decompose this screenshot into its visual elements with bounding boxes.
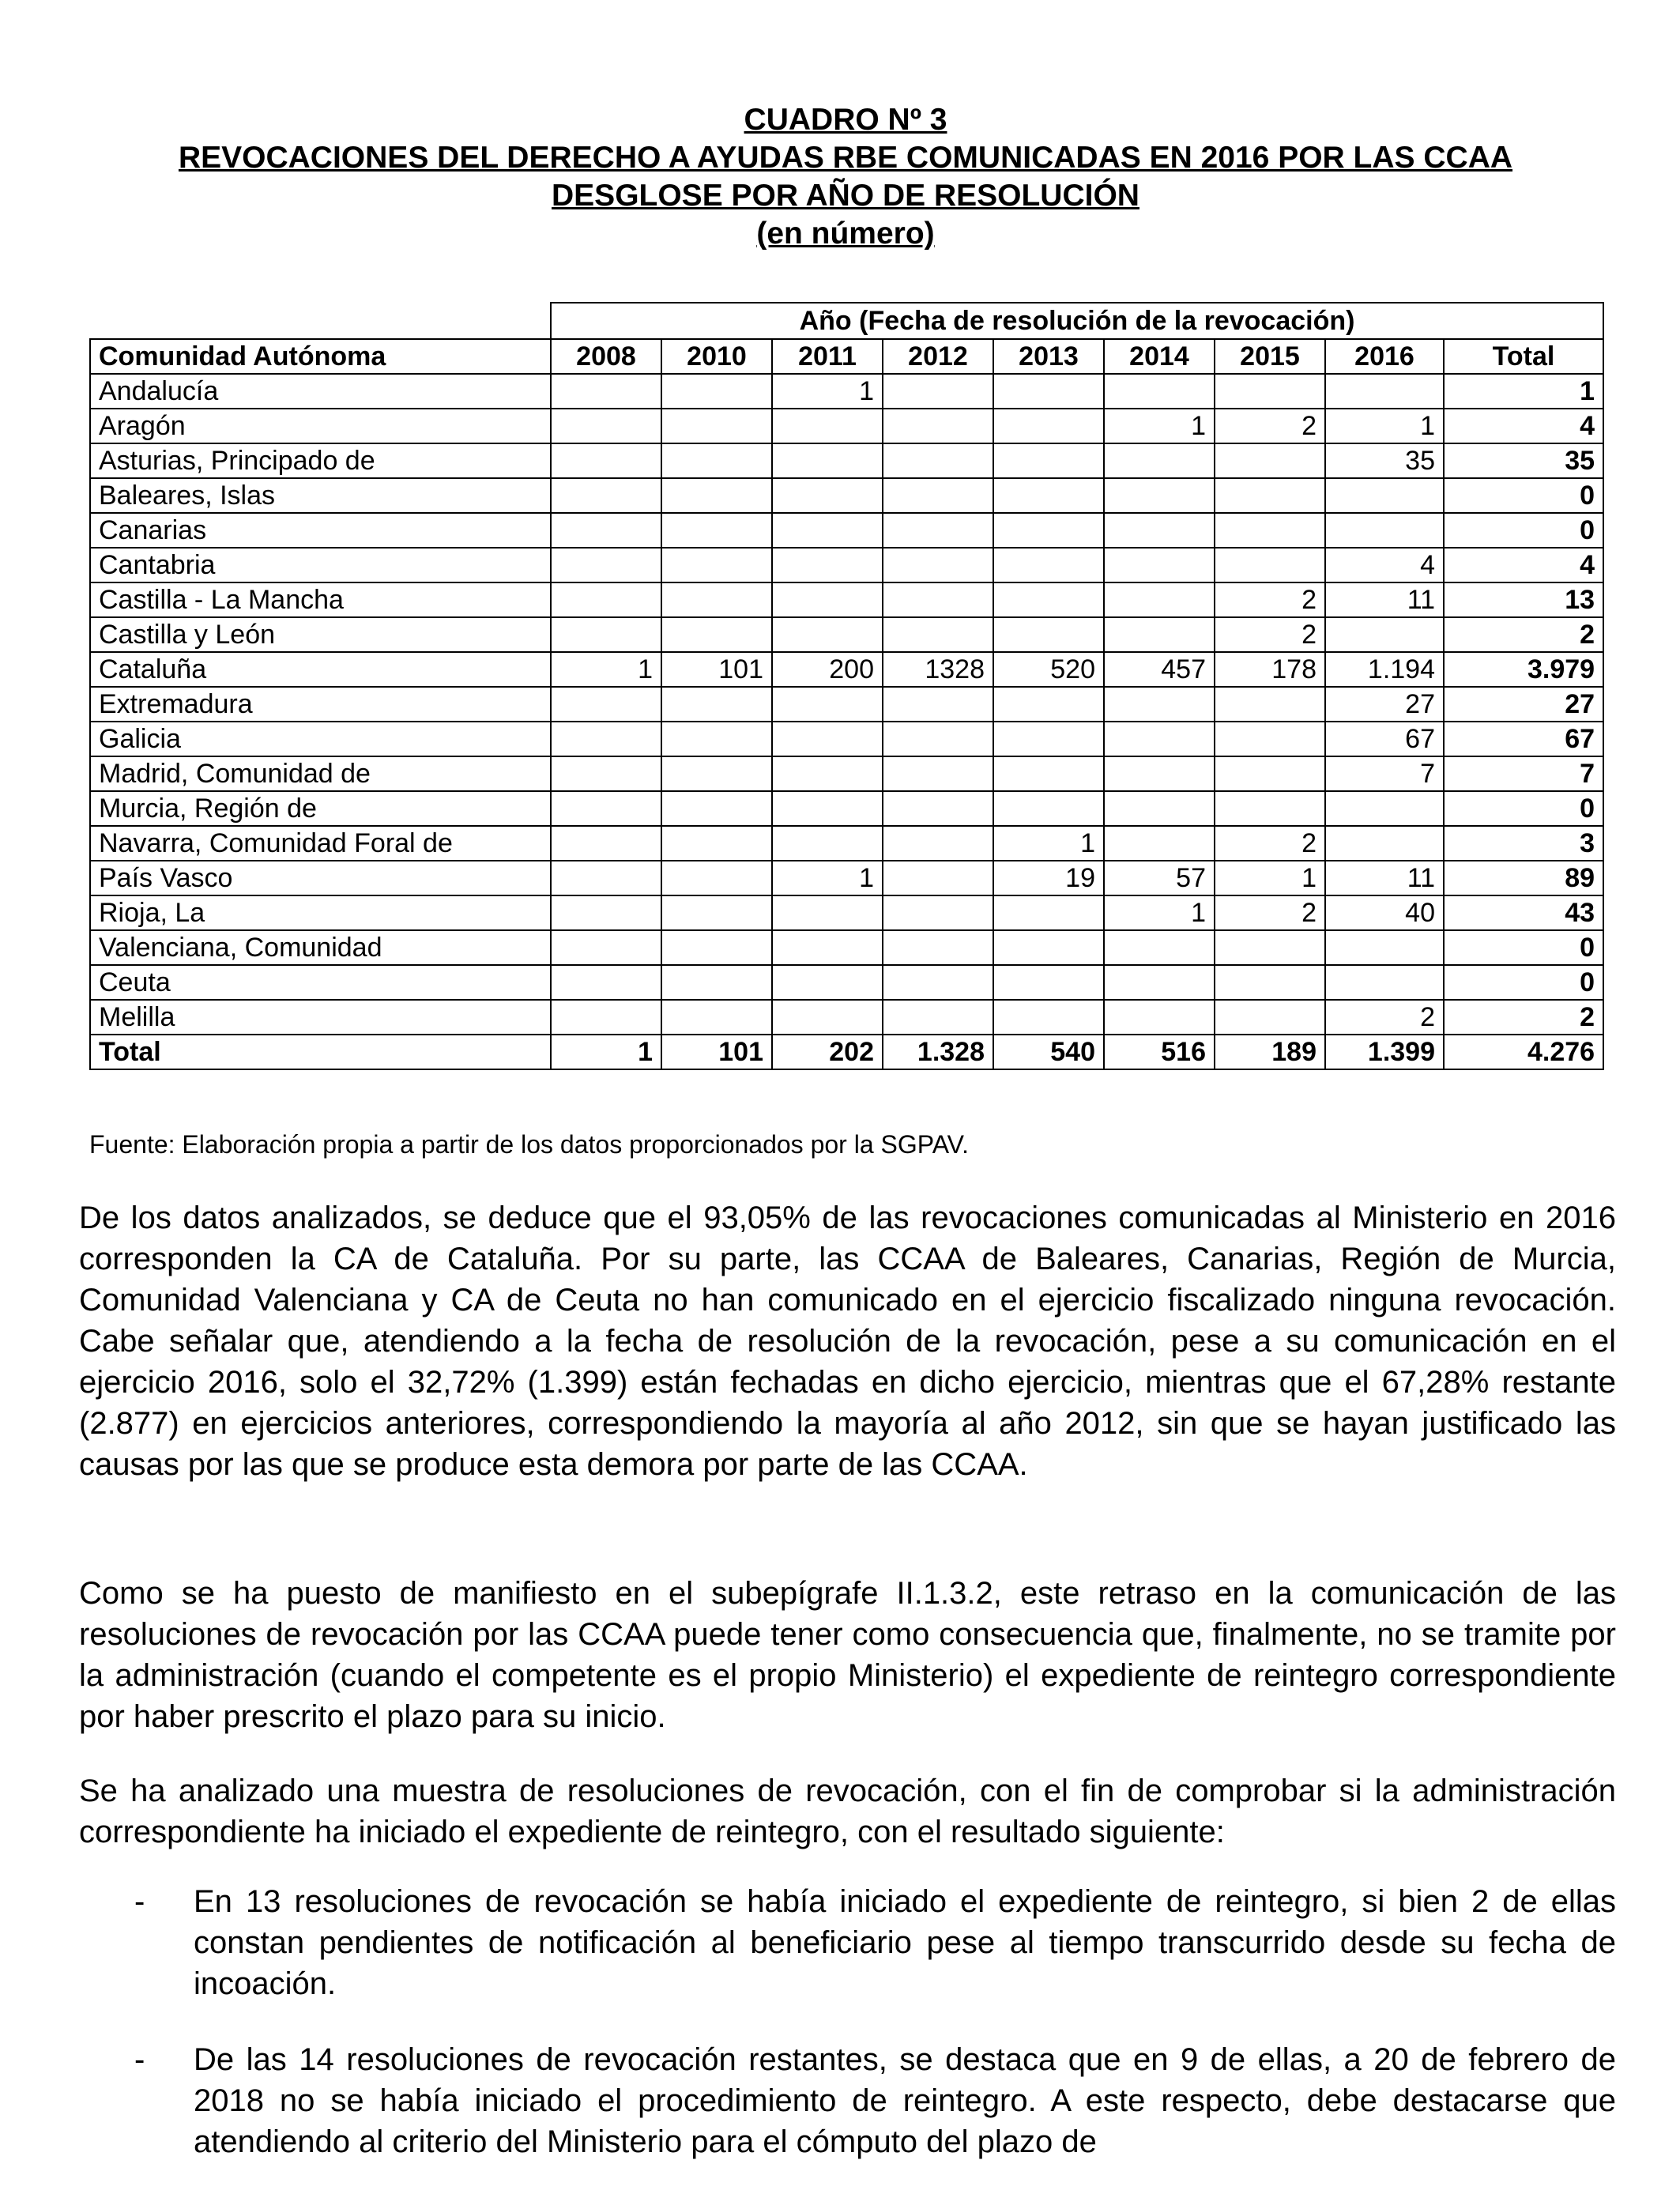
year-value-cell	[1104, 617, 1215, 652]
table-body	[90, 374, 1603, 1069]
year-value-cell: 101	[661, 652, 772, 687]
year-value-cell	[883, 1000, 993, 1035]
year-value-cell	[1215, 722, 1325, 756]
table-group-header-row	[90, 303, 1603, 339]
year-value-cell: 27	[1325, 687, 1444, 722]
year-value-cell: 101	[661, 1035, 772, 1069]
year-value-cell	[883, 513, 993, 548]
year-value-cell: 2	[1325, 1000, 1444, 1035]
year-value-cell: 4	[1325, 548, 1444, 582]
row-total-cell: 35	[1444, 443, 1603, 478]
year-value-cell	[551, 513, 661, 548]
region-name-cell: Navarra, Comunidad Foral de	[90, 826, 551, 861]
year-value-cell	[551, 1000, 661, 1035]
year-value-cell	[993, 513, 1104, 548]
table-row	[90, 443, 1603, 478]
paragraph-1: De los datos analizados, se deduce que el 93,05% de las revocaciones comunicadas al Ministerio en 2016 corresponden la CA de Cataluña. Por su parte, las CCAA de Baleares, Canarias, Región de Murcia, Comunidad Valenciana y CA de Ceuta no han comunicado en el ejercicio fiscalizado ninguna revocación. Cabe señalar que, atendiendo a la fecha de resolución de la revocación, pese a su comunicación en el ejercicio 2016, solo el 32,72% (1.399) están fechadas en dicho ejercicio, mientras que el 67,28% restante (2.877) en ejercicios anteriores, correspondiendo la mayoría al año 2012, sin que se hayan justificado las causas por las que se produce esta demora por parte de las CCAA.	[79, 1201, 1616, 1482]
year-value-cell	[883, 687, 993, 722]
year-value-cell	[551, 861, 661, 895]
blank-corner-cell	[90, 303, 551, 339]
year-value-cell	[551, 826, 661, 861]
year-value-cell	[993, 965, 1104, 1000]
year-value-cell	[993, 930, 1104, 965]
table-header-row	[90, 339, 1603, 374]
year-value-cell	[1104, 722, 1215, 756]
table-title	[79, 101, 1612, 253]
year-value-cell	[772, 895, 883, 930]
year-value-cell	[551, 756, 661, 791]
year-value-cell	[1325, 478, 1444, 513]
row-total-cell: 2	[1444, 1000, 1603, 1035]
row-total-cell: 4	[1444, 409, 1603, 443]
year-value-cell: 35	[1325, 443, 1444, 478]
year-value-cell	[883, 756, 993, 791]
year-value-cell	[661, 374, 772, 409]
year-value-cell: 19	[993, 861, 1104, 895]
row-total-cell: 2	[1444, 617, 1603, 652]
region-name-cell: Asturias, Principado de	[90, 443, 551, 478]
year-value-cell	[993, 756, 1104, 791]
year-value-cell	[883, 409, 993, 443]
table-row	[90, 409, 1603, 443]
year-value-cell	[1215, 687, 1325, 722]
year-value-cell	[993, 895, 1104, 930]
year-value-cell	[661, 756, 772, 791]
year-value-cell	[661, 1000, 772, 1035]
year-value-cell	[772, 513, 883, 548]
table-row	[90, 617, 1603, 652]
year-value-cell: 202	[772, 1035, 883, 1069]
year-value-cell: 1.399	[1325, 1035, 1444, 1069]
year-value-cell	[1325, 965, 1444, 1000]
year-value-cell: 2	[1215, 895, 1325, 930]
row-total-cell: 7	[1444, 756, 1603, 791]
year-value-cell	[772, 722, 883, 756]
year-value-cell	[551, 895, 661, 930]
year-value-cell	[1104, 687, 1215, 722]
region-name-cell: Cataluña	[90, 652, 551, 687]
year-value-cell	[1215, 548, 1325, 582]
table-row	[90, 722, 1603, 756]
year-column-header: 2015	[1215, 339, 1325, 374]
year-value-cell	[551, 374, 661, 409]
table-row	[90, 791, 1603, 826]
year-value-cell: 2	[1215, 409, 1325, 443]
year-value-cell	[551, 478, 661, 513]
year-value-cell	[1104, 826, 1215, 861]
year-column-header: 2008	[551, 339, 661, 374]
year-value-cell: 1	[772, 374, 883, 409]
year-value-cell	[772, 443, 883, 478]
year-value-cell: 178	[1215, 652, 1325, 687]
table-row	[90, 478, 1603, 513]
table-row	[90, 756, 1603, 791]
year-value-cell	[883, 617, 993, 652]
row-total-cell: 4	[1444, 548, 1603, 582]
bullet-text: En 13 resoluciones de revocación se había iniciado el expediente de reintegro, si bien 2 de ellas constan pendientes de notificación al beneficiario pese al tiempo transcurrido desde su fecha de incoación.	[194, 1884, 1616, 2001]
year-value-cell	[661, 617, 772, 652]
year-value-cell	[993, 722, 1104, 756]
table-row	[90, 652, 1603, 687]
year-value-cell	[551, 617, 661, 652]
year-value-cell	[1325, 513, 1444, 548]
year-value-cell	[772, 1000, 883, 1035]
year-value-cell	[661, 791, 772, 826]
row-total-cell: 0	[1444, 513, 1603, 548]
source-note: Fuente: Elaboración propia a partir de los datos proporcionados por la SGPAV.	[89, 1130, 969, 1159]
year-value-cell	[883, 478, 993, 513]
year-value-cell	[1215, 443, 1325, 478]
year-value-cell	[1325, 374, 1444, 409]
region-name-cell: Galicia	[90, 722, 551, 756]
year-value-cell	[883, 930, 993, 965]
year-value-cell	[1104, 965, 1215, 1000]
year-value-cell	[661, 513, 772, 548]
region-name-cell: Castilla y León	[90, 617, 551, 652]
row-total-cell: 67	[1444, 722, 1603, 756]
year-value-cell	[993, 409, 1104, 443]
year-value-cell: 57	[1104, 861, 1215, 895]
region-name-cell: Extremadura	[90, 687, 551, 722]
year-value-cell	[1215, 374, 1325, 409]
year-value-cell	[772, 756, 883, 791]
year-value-cell	[993, 617, 1104, 652]
table-row	[90, 861, 1603, 895]
year-value-cell: 540	[993, 1035, 1104, 1069]
year-value-cell	[1215, 756, 1325, 791]
year-value-cell	[1325, 930, 1444, 965]
year-value-cell	[772, 930, 883, 965]
year-value-cell	[883, 895, 993, 930]
table-row	[90, 548, 1603, 582]
year-value-cell	[1325, 617, 1444, 652]
region-name-cell: Rioja, La	[90, 895, 551, 930]
ca-column-header: Comunidad Autónoma	[90, 339, 551, 374]
region-name-cell: Murcia, Región de	[90, 791, 551, 826]
year-value-cell: 520	[993, 652, 1104, 687]
region-name-cell: Baleares, Islas	[90, 478, 551, 513]
row-total-cell: 0	[1444, 965, 1603, 1000]
title-line-2: REVOCACIONES DEL DERECHO A AYUDAS RBE COMUNICADAS EN 2016 POR LAS CCAA	[178, 141, 1513, 175]
year-value-cell	[883, 965, 993, 1000]
region-name-cell: Total	[90, 1035, 551, 1069]
year-value-cell: 1	[551, 1035, 661, 1069]
region-name-cell: Cantabria	[90, 548, 551, 582]
year-value-cell	[772, 791, 883, 826]
year-value-cell	[551, 722, 661, 756]
row-total-cell: 3.979	[1444, 652, 1603, 687]
year-value-cell	[661, 930, 772, 965]
year-value-cell: 1	[1104, 895, 1215, 930]
year-value-cell	[551, 965, 661, 1000]
year-value-cell: 1	[1215, 861, 1325, 895]
year-value-cell	[1325, 791, 1444, 826]
year-value-cell	[551, 548, 661, 582]
year-value-cell	[1104, 1000, 1215, 1035]
paragraph-3: Se ha analizado una muestra de resoluciones de revocación, con el fin de comprobar si la administración correspondiente ha iniciado el expediente de reintegro, con el resultado siguiente:	[79, 1774, 1616, 1849]
year-value-cell	[993, 582, 1104, 617]
row-total-cell: 4.276	[1444, 1035, 1603, 1069]
region-name-cell: Aragón	[90, 409, 551, 443]
year-value-cell	[772, 548, 883, 582]
total-column-header: Total	[1444, 339, 1603, 374]
year-value-cell	[993, 443, 1104, 478]
region-name-cell: Andalucía	[90, 374, 551, 409]
row-total-cell: 0	[1444, 930, 1603, 965]
year-value-cell	[993, 791, 1104, 826]
year-value-cell	[551, 687, 661, 722]
year-value-cell: 2	[1215, 582, 1325, 617]
year-value-cell	[661, 443, 772, 478]
year-value-cell	[1215, 791, 1325, 826]
year-value-cell	[883, 826, 993, 861]
year-value-cell	[1215, 1000, 1325, 1035]
year-value-cell	[1104, 756, 1215, 791]
year-value-cell	[661, 861, 772, 895]
year-value-cell	[1104, 513, 1215, 548]
year-value-cell: 67	[1325, 722, 1444, 756]
table-row	[90, 374, 1603, 409]
year-value-cell: 1.328	[883, 1035, 993, 1069]
year-value-cell	[993, 687, 1104, 722]
year-value-cell	[661, 478, 772, 513]
year-column-header: 2011	[772, 339, 883, 374]
region-name-cell: Valenciana, Comunidad	[90, 930, 551, 965]
year-value-cell	[883, 861, 993, 895]
year-value-cell: 189	[1215, 1035, 1325, 1069]
year-value-cell	[772, 617, 883, 652]
year-value-cell: 11	[1325, 861, 1444, 895]
paragraph-2: Como se ha puesto de manifiesto en el subepígrafe II.1.3.2, este retraso en la comunicación de las resoluciones de revocación por las CCAA puede tener como consecuencia que, finalmente, no se tramite por la administración (cuando el competente es el propio Ministerio) el expediente de reintegro correspondiente por haber prescrito el plazo para su inicio.	[79, 1576, 1616, 1734]
year-column-header: 2016	[1325, 339, 1444, 374]
row-total-cell: 13	[1444, 582, 1603, 617]
bullet-text: De las 14 resoluciones de revocación restantes, se destaca que en 9 de ellas, a 20 de febrero de 2018 no se había iniciado el procedimiento de reintegro. A este respecto, debe destacarse que atendiendo al criterio del Ministerio para el cómputo del plazo de	[194, 2042, 1616, 2159]
year-value-cell	[661, 965, 772, 1000]
row-total-cell: 43	[1444, 895, 1603, 930]
year-value-cell	[1104, 582, 1215, 617]
year-value-cell	[1215, 513, 1325, 548]
year-value-cell: 1	[772, 861, 883, 895]
year-value-cell	[883, 374, 993, 409]
table-row	[90, 513, 1603, 548]
year-column-header: 2012	[883, 339, 993, 374]
year-value-cell	[551, 409, 661, 443]
year-value-cell	[883, 791, 993, 826]
year-value-cell	[1104, 374, 1215, 409]
table-row	[90, 895, 1603, 930]
year-column-header: 2013	[993, 339, 1104, 374]
year-value-cell	[661, 826, 772, 861]
year-value-cell: 1.194	[1325, 652, 1444, 687]
year-value-cell	[661, 548, 772, 582]
total-row	[90, 1035, 1603, 1069]
year-value-cell: 457	[1104, 652, 1215, 687]
year-value-cell	[883, 722, 993, 756]
year-value-cell: 200	[772, 652, 883, 687]
region-name-cell: Canarias	[90, 513, 551, 548]
year-value-cell	[661, 722, 772, 756]
year-value-cell	[1325, 826, 1444, 861]
year-column-header: 2014	[1104, 339, 1215, 374]
year-column-header: 2010	[661, 339, 772, 374]
row-total-cell: 0	[1444, 791, 1603, 826]
year-value-cell	[883, 548, 993, 582]
year-value-cell	[1104, 443, 1215, 478]
year-value-cell	[661, 687, 772, 722]
bullet-dash: -	[134, 1884, 145, 1919]
year-value-cell	[661, 582, 772, 617]
row-total-cell: 27	[1444, 687, 1603, 722]
year-value-cell	[551, 443, 661, 478]
year-value-cell	[883, 443, 993, 478]
region-name-cell: Madrid, Comunidad de	[90, 756, 551, 791]
year-value-cell: 7	[1325, 756, 1444, 791]
year-value-cell: 1	[993, 826, 1104, 861]
row-total-cell: 3	[1444, 826, 1603, 861]
year-value-cell	[772, 582, 883, 617]
year-value-cell	[993, 478, 1104, 513]
year-value-cell: 11	[1325, 582, 1444, 617]
year-value-cell	[993, 374, 1104, 409]
table-row	[90, 1000, 1603, 1035]
year-value-cell: 2	[1215, 617, 1325, 652]
year-value-cell: 40	[1325, 895, 1444, 930]
region-name-cell: Ceuta	[90, 965, 551, 1000]
title-line-4: (en número)	[756, 217, 935, 251]
year-value-cell	[1215, 965, 1325, 1000]
revocations-table	[89, 302, 1604, 1070]
bullet-dash: -	[134, 2042, 145, 2077]
year-value-cell	[551, 791, 661, 826]
year-value-cell	[772, 478, 883, 513]
year-value-cell: 516	[1104, 1035, 1215, 1069]
row-total-cell: 89	[1444, 861, 1603, 895]
table-row	[90, 965, 1603, 1000]
year-value-cell	[551, 582, 661, 617]
year-value-cell	[1104, 478, 1215, 513]
year-value-cell	[1215, 930, 1325, 965]
table-row	[90, 930, 1603, 965]
year-value-cell	[883, 582, 993, 617]
year-value-cell: 1	[1104, 409, 1215, 443]
year-value-cell	[1104, 548, 1215, 582]
region-name-cell: Melilla	[90, 1000, 551, 1035]
year-value-cell	[661, 409, 772, 443]
year-value-cell	[772, 687, 883, 722]
year-value-cell	[1104, 791, 1215, 826]
table-row	[90, 826, 1603, 861]
year-value-cell	[661, 895, 772, 930]
row-total-cell: 0	[1444, 478, 1603, 513]
year-value-cell: 1328	[883, 652, 993, 687]
year-value-cell	[772, 826, 883, 861]
year-value-cell	[1215, 478, 1325, 513]
year-value-cell	[993, 1000, 1104, 1035]
region-name-cell: País Vasco	[90, 861, 551, 895]
year-value-cell: 2	[1215, 826, 1325, 861]
year-value-cell	[993, 548, 1104, 582]
region-name-cell: Castilla - La Mancha	[90, 582, 551, 617]
year-value-cell: 1	[551, 652, 661, 687]
year-group-header: Año (Fecha de resolución de la revocación)	[551, 303, 1603, 339]
year-value-cell	[772, 965, 883, 1000]
row-total-cell: 1	[1444, 374, 1603, 409]
title-line-1: CUADRO Nº 3	[744, 103, 947, 137]
year-value-cell	[1104, 930, 1215, 965]
title-line-3: DESGLOSE POR AÑO DE RESOLUCIÓN	[552, 179, 1139, 213]
table-row	[90, 687, 1603, 722]
year-value-cell	[772, 409, 883, 443]
table-row	[90, 582, 1603, 617]
year-value-cell	[551, 930, 661, 965]
year-value-cell: 1	[1325, 409, 1444, 443]
